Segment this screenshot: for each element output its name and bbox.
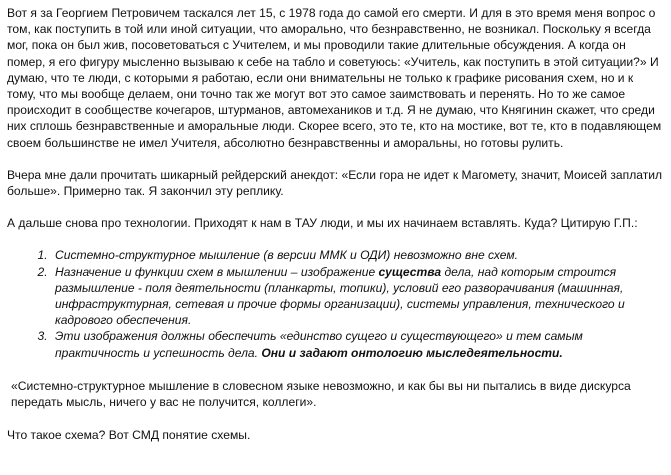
- list-item: [51, 247, 663, 263]
- paragraph-quote: «Системно-структурное мышление в словесном языке невозможно, и как бы вы ни пытались в виде дискурса передать мысль, ничего у вас не получится, коллеги».: [11, 378, 631, 410]
- list-item-text: дела, над которым строится размышление - поля деятельности (планкарты, топики), условий его разворачивания (машинная, инфраструктурная, сетевая и прочие формы организации), системы управления, технического и кадрового обеспечения.: [55, 264, 625, 328]
- list-item-text: Системно-структурное мышление (в версии ММК и ОДИ) невозможно вне схем.: [55, 248, 518, 263]
- list-item: [51, 328, 663, 360]
- list-item: [51, 264, 663, 329]
- quote-list: [7, 247, 663, 360]
- list-item-emphasis: существа: [378, 264, 442, 279]
- paragraph-teacher: Вот я за Георгием Петровичем таскался лет 15, с 1978 года до самой его смерти. И для в это время меня вопрос о том, как поступить в той или иной ситуации, что аморально, что безнравственно, не возникал. Поскольку я всегда мог, пока он был жив, посоветоваться с Учителем, и мы проводили такие длительные обсуждения. А когда он помер, я его фигуру мысленно вызываю к себе на табло и советуюсь: «Учитель, как поступить в этой ситуации?» И думаю, что те люди, с которыми я работаю, если они внимательны не только к графике рисования схем, но и к тому, что мы вообще делаем, они точно так же могут вот это самое заимствовать и перенять. Но то же самое происходит в сообществе кочегаров, штурманов, автомехаников и т.д. Я не думаю, что Княгинин скажет, что среди них сплошь безнравственные и аморальные люди. Скорее всего, это те, кто на мостике, вот те, кто в подавляющем своем большинстве не имел Учителя, абсолютно безнравственны и аморальны, но готовы рулить.: [7, 6, 662, 150]
- paragraph-schema: Что такое схема? Вот СМД понятие схемы.: [7, 428, 251, 443]
- paragraph-technologies: А дальше снова про технологии. Приходят к нам в ТАУ люди, и мы их начинаем вставлять. Куда? Цитирую Г.П.:: [7, 216, 638, 231]
- paragraph-anecdote: Вчера мне дали прочитать шикарный рейдерский анекдот: «Если гора не идет к Магомету, значит, Моисей заплатил больше». Примерно так. Я закончил эту реплику.: [7, 167, 663, 199]
- list-item-emphasis: Они и задают онтологию мыследеятельности.: [261, 345, 563, 360]
- list-item-text: Эти изображения должны обеспечить «единство сущего и существующего» и тем самым практичность и успешность дела.: [55, 329, 583, 360]
- list-item-text: Назначение и функции схем в мышлении – изображение: [55, 264, 379, 279]
